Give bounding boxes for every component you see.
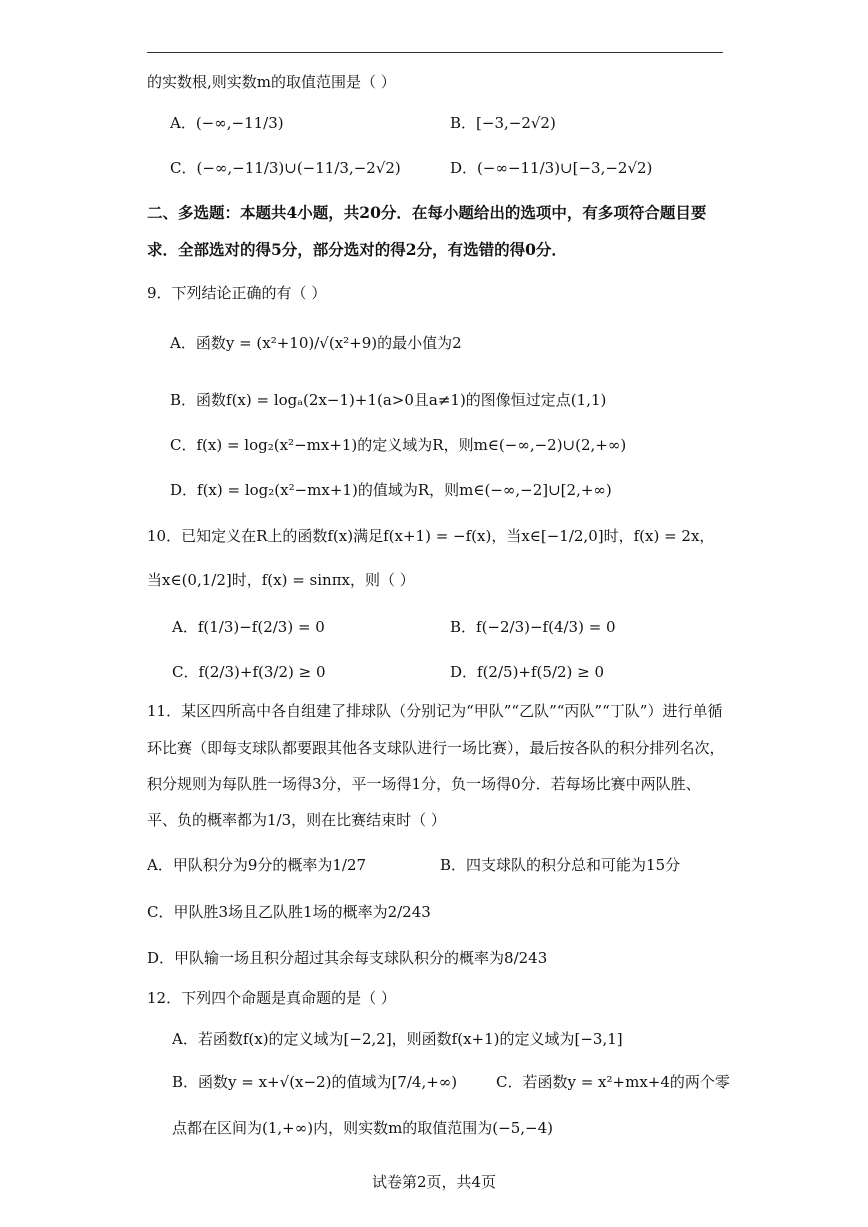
q8-option-b: B．[−3,−2√2) xyxy=(450,114,556,132)
q10-option-d: D．f(2/5)+f(5/2) ≥ 0 xyxy=(450,663,605,681)
q11-option-d: D．甲队输一场且积分超过其余每支球队积分的概率为8/243 xyxy=(147,949,548,967)
q10-option-a: A．f(1/3)−f(2/3) = 0 xyxy=(172,618,325,636)
q11-stem-line3: 积分规则为每队胜一场得3分，平一场得1分，负一场得0分．若每场比赛中两队胜、 xyxy=(147,775,701,793)
q11-stem-line2: 环比赛（即每支球队都要跟其他各支球队进行一场比赛），最后按各队的积分排列名次， xyxy=(147,739,725,757)
q12-option-c-line2: 点都在区间为(1,+∞)内，则实数m的取值范围为(−5,−4) xyxy=(172,1119,554,1137)
q11-stem-line1: 11．某区四所高中各自组建了排球队（分别记为“甲队”“乙队”“丙队”“丁队”）进行单循 xyxy=(147,702,723,720)
section2-heading-line1: 二、多选题：本题共4小题，共20分．在每小题给出的选项中，有多项符合题目要 xyxy=(147,203,707,222)
q8-option-a: A．(−∞,−11/3) xyxy=(170,114,284,132)
q10-stem-line1: 10．已知定义在R上的函数f(x)满足f(x+1) = −f(x)，当x∈[−1/2,0]时，f(x) = 2x， xyxy=(147,527,715,545)
q9-option-d: D．f(x) = log₂(x²−mx+1)的值域为R，则m∈(−∞,−2]∪[2,+∞) xyxy=(170,481,612,499)
q11-stem-line4: 平、负的概率都为1/3，则在比赛结束时（ ） xyxy=(147,811,446,829)
q11-option-b: B．四支球队的积分总和可能为15分 xyxy=(440,856,681,874)
section2-heading-line2: 求．全部选对的得5分，部分选对的得2分，有选错的得0分． xyxy=(147,240,567,259)
page-footer: 试卷第2页，共4页 xyxy=(371,1173,497,1191)
header-rule xyxy=(147,52,723,53)
q9-option-a: A．函数y = (x²+10)/√(x²+9)的最小值为2 xyxy=(170,334,462,352)
q9-option-c: C．f(x) = log₂(x²−mx+1)的定义域为R，则m∈(−∞,−2)∪(2,+∞) xyxy=(170,436,627,454)
q8-option-c: C．(−∞,−11/3)∪(−11/3,−2√2) xyxy=(170,159,401,177)
q12-stem: 12．下列四个命题是真命题的是（ ） xyxy=(147,989,396,1007)
q10-option-b: B．f(−2/3)−f(4/3) = 0 xyxy=(450,618,616,636)
q12-option-b: B．函数y = x+√(x−2)的值域为[7/4,+∞) xyxy=(172,1073,458,1091)
q10-stem-line2: 当x∈(0,1/2]时，f(x) = sinπx，则（ ） xyxy=(147,571,415,589)
q9-stem: 9．下列结论正确的有（ ） xyxy=(147,284,327,302)
q11-option-a: A．甲队积分为9分的概率为1/27 xyxy=(147,856,367,874)
q11-option-c: C．甲队胜3场且乙队胜1场的概率为2/243 xyxy=(147,903,431,921)
q9-option-b: B．函数f(x) = logₐ(2x−1)+1(a>0且a≠1)的图像恒过定点(1,1) xyxy=(170,391,607,409)
q8-option-d: D．(−∞−11/3)∪[−3,−2√2) xyxy=(450,159,653,177)
q8-stem: 的实数根,则实数m的取值范围是（ ） xyxy=(147,73,396,91)
q12-option-a: A．若函数f(x)的定义域为[−2,2]，则函数f(x+1)的定义域为[−3,1] xyxy=(172,1030,623,1048)
q12-option-c-line1: C．若函数y = x²+mx+4的两个零 xyxy=(496,1073,730,1091)
q10-option-c: C．f(2/3)+f(3/2) ≥ 0 xyxy=(172,663,326,681)
